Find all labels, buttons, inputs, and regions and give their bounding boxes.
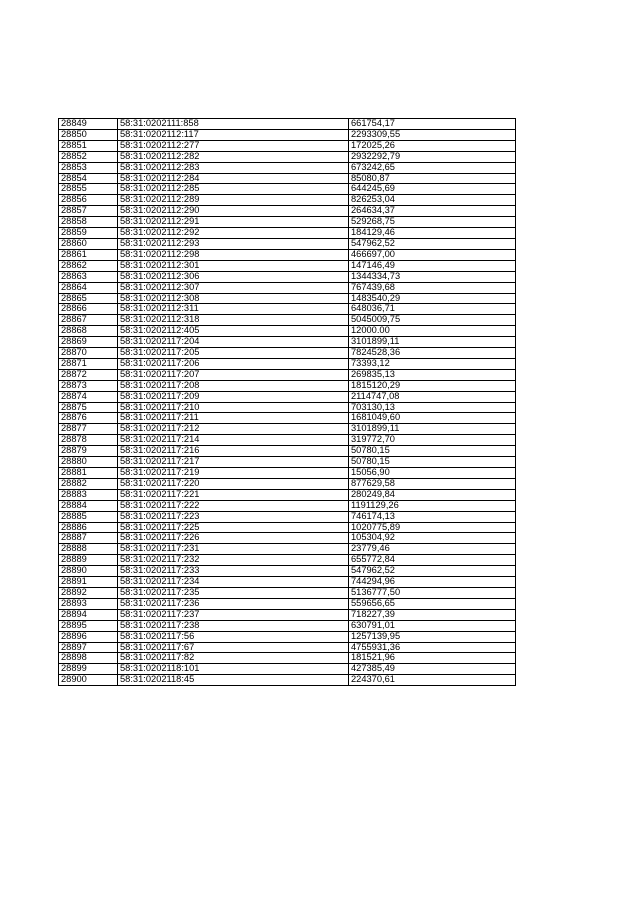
- row-number-cell: 28900: [59, 675, 118, 686]
- value-cell: 744294,96: [349, 577, 516, 588]
- row-number-cell: 28856: [59, 195, 118, 206]
- value-cell: 50780,15: [349, 457, 516, 468]
- table-row: [59, 446, 516, 457]
- value-cell: 3101899,11: [349, 424, 516, 435]
- row-number-cell: 28880: [59, 457, 118, 468]
- cadastral-number-cell: 58:31:0202117:206: [118, 358, 349, 369]
- table-row: [59, 228, 516, 239]
- cadastral-number-cell: 58:31:0202117:226: [118, 533, 349, 544]
- table-row: [59, 664, 516, 675]
- cadastral-number-cell: 58:31:0202117:221: [118, 489, 349, 500]
- cadastral-number-cell: 58:31:0202117:209: [118, 391, 349, 402]
- row-number-cell: 28879: [59, 446, 118, 457]
- table-row: [59, 151, 516, 162]
- table-row: [59, 326, 516, 337]
- table-row: [59, 424, 516, 435]
- cadastral-number-cell: 58:31:0202117:214: [118, 435, 349, 446]
- cadastral-number-cell: 58:31:0202117:217: [118, 457, 349, 468]
- value-cell: 15056,90: [349, 468, 516, 479]
- table-row: [59, 206, 516, 217]
- value-cell: 85080,87: [349, 173, 516, 184]
- cadastral-number-cell: 58:31:0202117:211: [118, 413, 349, 424]
- cadastral-number-cell: 58:31:0202117:236: [118, 598, 349, 609]
- row-number-cell: 28889: [59, 555, 118, 566]
- table-row: [59, 217, 516, 228]
- table-row: [59, 642, 516, 653]
- row-number-cell: 28871: [59, 358, 118, 369]
- cadastral-number-cell: 58:31:0202117:237: [118, 609, 349, 620]
- cadastral-number-cell: 58:31:0202117:67: [118, 642, 349, 653]
- row-number-cell: 28873: [59, 380, 118, 391]
- cadastral-number-cell: 58:31:0202117:231: [118, 544, 349, 555]
- cadastral-number-cell: 58:31:0202112:311: [118, 304, 349, 315]
- row-number-cell: 28892: [59, 587, 118, 598]
- value-cell: 1815120,29: [349, 380, 516, 391]
- table-row: [59, 675, 516, 686]
- data-table-body: [59, 119, 516, 686]
- value-cell: 547962,52: [349, 566, 516, 577]
- row-number-cell: 28881: [59, 468, 118, 479]
- table-row: [59, 631, 516, 642]
- table-row: [59, 468, 516, 479]
- row-number-cell: 28885: [59, 511, 118, 522]
- value-cell: 673242,65: [349, 162, 516, 173]
- cadastral-number-cell: 58:31:0202117:234: [118, 577, 349, 588]
- value-cell: 12000.00: [349, 326, 516, 337]
- value-cell: 1681049,60: [349, 413, 516, 424]
- row-number-cell: 28852: [59, 151, 118, 162]
- table-row: [59, 457, 516, 468]
- row-number-cell: 28855: [59, 184, 118, 195]
- row-number-cell: 28888: [59, 544, 118, 555]
- value-cell: 2293309,55: [349, 129, 516, 140]
- cadastral-number-cell: 58:31:0202118:45: [118, 675, 349, 686]
- row-number-cell: 28884: [59, 500, 118, 511]
- table-row: [59, 282, 516, 293]
- row-number-cell: 28893: [59, 598, 118, 609]
- row-number-cell: 28851: [59, 140, 118, 151]
- value-cell: 2114747,08: [349, 391, 516, 402]
- value-cell: 703130,13: [349, 402, 516, 413]
- row-number-cell: 28899: [59, 664, 118, 675]
- value-cell: 630791,01: [349, 620, 516, 631]
- table-row: [59, 478, 516, 489]
- row-number-cell: 28862: [59, 260, 118, 271]
- cadastral-number-cell: 58:31:0202117:204: [118, 337, 349, 348]
- cadastral-number-cell: 58:31:0202111:858: [118, 119, 349, 130]
- value-cell: 559656,65: [349, 598, 516, 609]
- table-row: [59, 598, 516, 609]
- value-cell: 826253,04: [349, 195, 516, 206]
- cadastral-number-cell: 58:31:0202117:212: [118, 424, 349, 435]
- cadastral-number-cell: 58:31:0202117:207: [118, 369, 349, 380]
- cadastral-number-cell: 58:31:0202112:117: [118, 129, 349, 140]
- row-number-cell: 28897: [59, 642, 118, 653]
- value-cell: 147146,49: [349, 260, 516, 271]
- value-cell: 767439,68: [349, 282, 516, 293]
- table-row: [59, 293, 516, 304]
- table-row: [59, 511, 516, 522]
- table-row: [59, 620, 516, 631]
- cadastral-number-cell: 58:31:0202117:220: [118, 478, 349, 489]
- cadastral-number-cell: 58:31:0202117:56: [118, 631, 349, 642]
- value-cell: 7824528,36: [349, 348, 516, 359]
- cadastral-number-cell: 58:31:0202117:235: [118, 587, 349, 598]
- cadastral-number-cell: 58:31:0202112:290: [118, 206, 349, 217]
- cadastral-number-cell: 58:31:0202117:205: [118, 348, 349, 359]
- value-cell: 746174,13: [349, 511, 516, 522]
- table-row: [59, 587, 516, 598]
- table-row: [59, 238, 516, 249]
- cadastral-number-cell: 58:31:0202117:223: [118, 511, 349, 522]
- table-row: [59, 271, 516, 282]
- row-number-cell: 28877: [59, 424, 118, 435]
- row-number-cell: 28878: [59, 435, 118, 446]
- value-cell: 547962,52: [349, 238, 516, 249]
- value-cell: 5045009,75: [349, 315, 516, 326]
- value-cell: 73393,12: [349, 358, 516, 369]
- row-number-cell: 28882: [59, 478, 118, 489]
- value-cell: 3101899,11: [349, 337, 516, 348]
- cadastral-number-cell: 58:31:0202117:210: [118, 402, 349, 413]
- row-number-cell: 28869: [59, 337, 118, 348]
- cadastral-number-cell: 58:31:0202117:222: [118, 500, 349, 511]
- cadastral-number-cell: 58:31:0202117:232: [118, 555, 349, 566]
- table-row: [59, 195, 516, 206]
- row-number-cell: 28868: [59, 326, 118, 337]
- value-cell: 648036,71: [349, 304, 516, 315]
- value-cell: 264634,37: [349, 206, 516, 217]
- table-row: [59, 533, 516, 544]
- table-row: [59, 162, 516, 173]
- cadastral-number-cell: 58:31:0202112:318: [118, 315, 349, 326]
- data-table: [58, 118, 516, 686]
- value-cell: 529268,75: [349, 217, 516, 228]
- row-number-cell: 28864: [59, 282, 118, 293]
- table-row: [59, 260, 516, 271]
- row-number-cell: 28866: [59, 304, 118, 315]
- cadastral-number-cell: 58:31:0202112:289: [118, 195, 349, 206]
- table-row: [59, 129, 516, 140]
- cadastral-number-cell: 58:31:0202112:285: [118, 184, 349, 195]
- row-number-cell: 28859: [59, 228, 118, 239]
- table-row: [59, 304, 516, 315]
- row-number-cell: 28861: [59, 249, 118, 260]
- cadastral-number-cell: 58:31:0202117:225: [118, 522, 349, 533]
- table-row: [59, 140, 516, 151]
- table-row: [59, 435, 516, 446]
- value-cell: 2932292,79: [349, 151, 516, 162]
- cadastral-number-cell: 58:31:0202117:216: [118, 446, 349, 457]
- table-row: [59, 173, 516, 184]
- cadastral-number-cell: 58:31:0202112:283: [118, 162, 349, 173]
- cadastral-number-cell: 58:31:0202112:282: [118, 151, 349, 162]
- value-cell: 319772,70: [349, 435, 516, 446]
- row-number-cell: 28874: [59, 391, 118, 402]
- table-row: [59, 402, 516, 413]
- value-cell: 655772,84: [349, 555, 516, 566]
- cadastral-number-cell: 58:31:0202112:307: [118, 282, 349, 293]
- value-cell: 718227,39: [349, 609, 516, 620]
- row-number-cell: 28891: [59, 577, 118, 588]
- cadastral-number-cell: 58:31:0202112:308: [118, 293, 349, 304]
- table-row: [59, 566, 516, 577]
- row-number-cell: 28876: [59, 413, 118, 424]
- cadastral-number-cell: 58:31:0202112:291: [118, 217, 349, 228]
- cadastral-number-cell: 58:31:0202117:82: [118, 653, 349, 664]
- value-cell: 1483540,29: [349, 293, 516, 304]
- cadastral-number-cell: 58:31:0202117:208: [118, 380, 349, 391]
- value-cell: 172025,26: [349, 140, 516, 151]
- table-row: [59, 653, 516, 664]
- row-number-cell: 28890: [59, 566, 118, 577]
- value-cell: 280249,84: [349, 489, 516, 500]
- table-row: [59, 358, 516, 369]
- table-row: [59, 555, 516, 566]
- table-row: [59, 337, 516, 348]
- row-number-cell: 28857: [59, 206, 118, 217]
- cadastral-number-cell: 58:31:0202112:277: [118, 140, 349, 151]
- row-number-cell: 28886: [59, 522, 118, 533]
- value-cell: 661754,17: [349, 119, 516, 130]
- table-row: [59, 522, 516, 533]
- value-cell: 4755931,36: [349, 642, 516, 653]
- table-row: [59, 609, 516, 620]
- cadastral-number-cell: 58:31:0202112:293: [118, 238, 349, 249]
- value-cell: 644245,69: [349, 184, 516, 195]
- value-cell: 1191129,26: [349, 500, 516, 511]
- row-number-cell: 28849: [59, 119, 118, 130]
- table-row: [59, 577, 516, 588]
- row-number-cell: 28853: [59, 162, 118, 173]
- cadastral-number-cell: 58:31:0202117:238: [118, 620, 349, 631]
- row-number-cell: 28872: [59, 369, 118, 380]
- value-cell: 877629,58: [349, 478, 516, 489]
- table-row: [59, 413, 516, 424]
- row-number-cell: 28858: [59, 217, 118, 228]
- table-row: [59, 391, 516, 402]
- value-cell: 50780,15: [349, 446, 516, 457]
- value-cell: 1257139,95: [349, 631, 516, 642]
- value-cell: 466697,00: [349, 249, 516, 260]
- row-number-cell: 28883: [59, 489, 118, 500]
- value-cell: 269835,13: [349, 369, 516, 380]
- row-number-cell: 28895: [59, 620, 118, 631]
- table-row: [59, 544, 516, 555]
- value-cell: 181521,96: [349, 653, 516, 664]
- value-cell: 224370,61: [349, 675, 516, 686]
- value-cell: 5136777,50: [349, 587, 516, 598]
- row-number-cell: 28854: [59, 173, 118, 184]
- value-cell: 105304,92: [349, 533, 516, 544]
- row-number-cell: 28850: [59, 129, 118, 140]
- row-number-cell: 28894: [59, 609, 118, 620]
- value-cell: 1020775,89: [349, 522, 516, 533]
- cadastral-number-cell: 58:31:0202118:101: [118, 664, 349, 675]
- cadastral-number-cell: 58:31:0202112:306: [118, 271, 349, 282]
- row-number-cell: 28860: [59, 238, 118, 249]
- cadastral-number-cell: 58:31:0202112:301: [118, 260, 349, 271]
- row-number-cell: 28875: [59, 402, 118, 413]
- row-number-cell: 28865: [59, 293, 118, 304]
- value-cell: 23779,46: [349, 544, 516, 555]
- row-number-cell: 28863: [59, 271, 118, 282]
- table-row: [59, 249, 516, 260]
- cadastral-number-cell: 58:31:0202112:284: [118, 173, 349, 184]
- table-row: [59, 380, 516, 391]
- row-number-cell: 28870: [59, 348, 118, 359]
- value-cell: 1344334,73: [349, 271, 516, 282]
- row-number-cell: 28887: [59, 533, 118, 544]
- value-cell: 184129,46: [349, 228, 516, 239]
- table-row: [59, 369, 516, 380]
- row-number-cell: 28867: [59, 315, 118, 326]
- row-number-cell: 28898: [59, 653, 118, 664]
- table-row: [59, 119, 516, 130]
- cadastral-number-cell: 58:31:0202112:405: [118, 326, 349, 337]
- cadastral-number-cell: 58:31:0202112:298: [118, 249, 349, 260]
- table-row: [59, 315, 516, 326]
- cadastral-number-cell: 58:31:0202117:233: [118, 566, 349, 577]
- value-cell: 427385,49: [349, 664, 516, 675]
- table-row: [59, 489, 516, 500]
- table-row: [59, 184, 516, 195]
- table-row: [59, 500, 516, 511]
- row-number-cell: 28896: [59, 631, 118, 642]
- cadastral-number-cell: 58:31:0202112:292: [118, 228, 349, 239]
- table-row: [59, 348, 516, 359]
- cadastral-number-cell: 58:31:0202117:219: [118, 468, 349, 479]
